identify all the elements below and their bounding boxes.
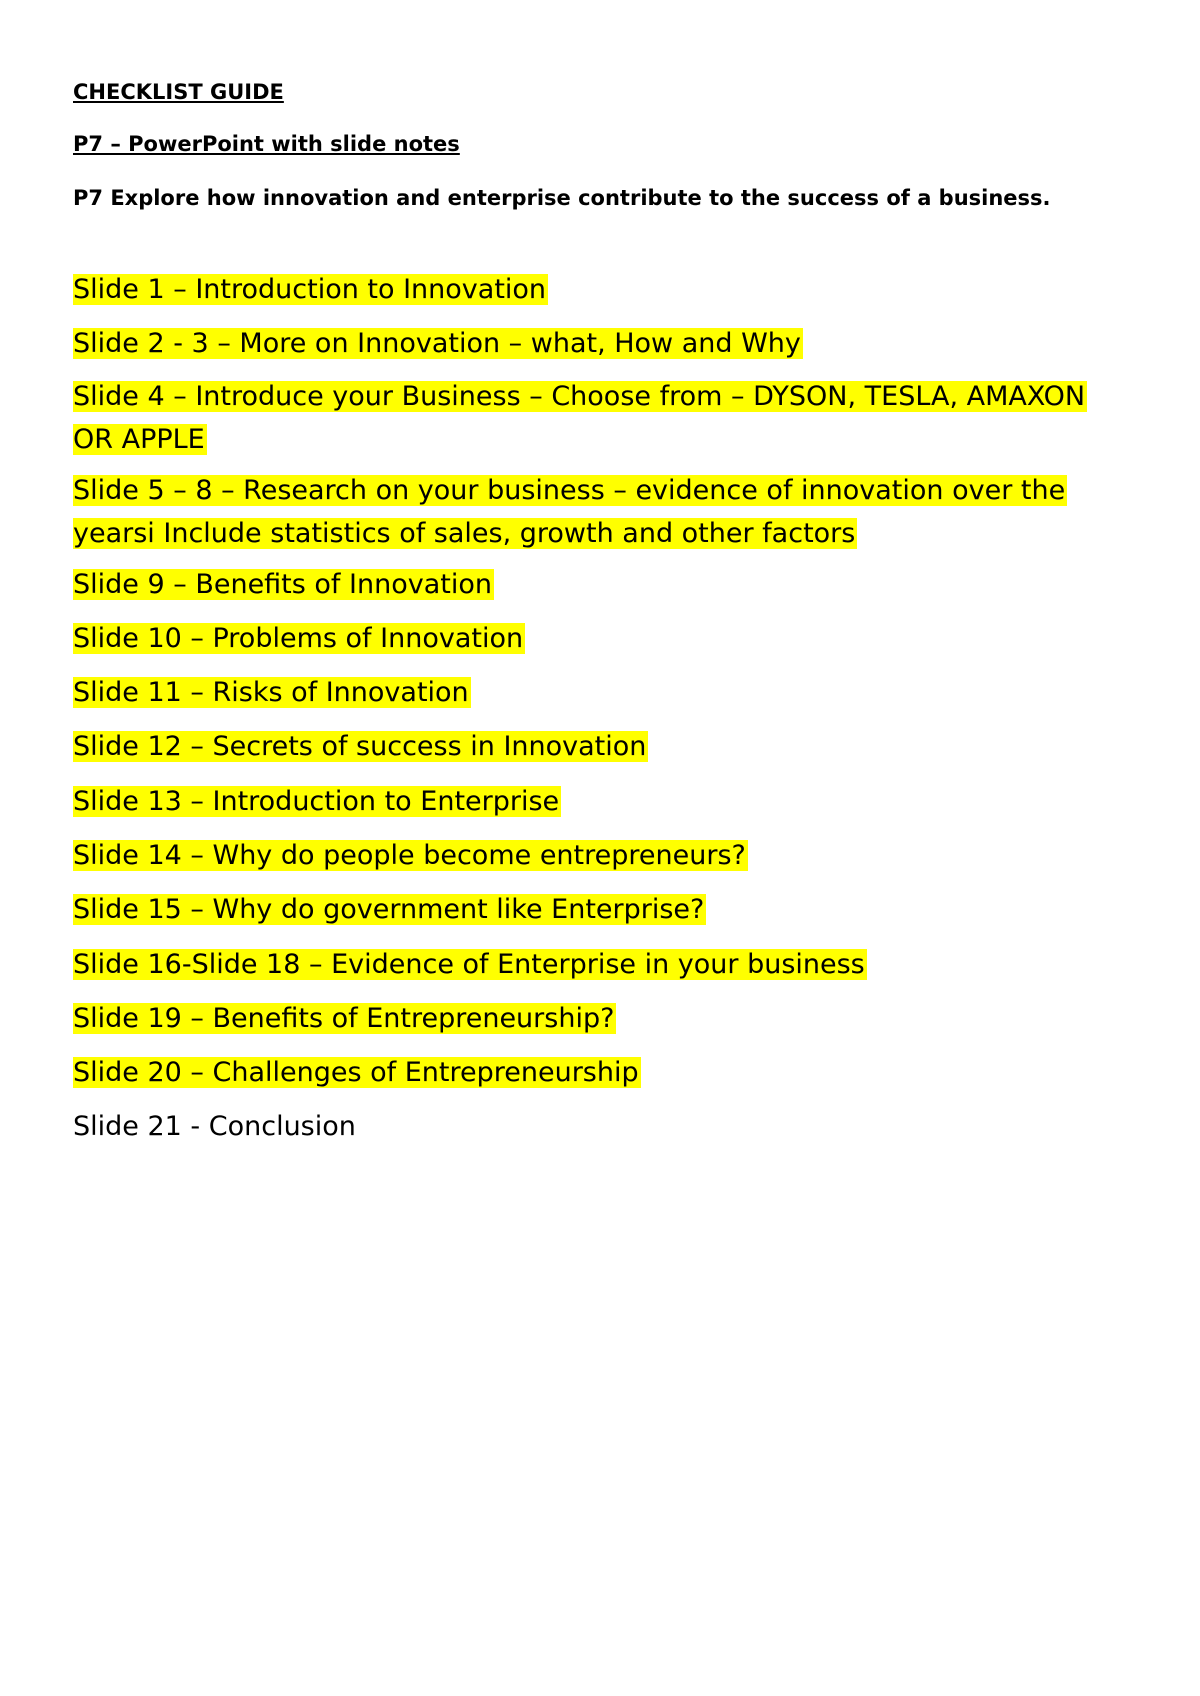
checklist-item-text: Slide 2 - 3 – More on Innovation – what, How and Why <box>73 328 801 359</box>
checklist-item <box>73 617 525 660</box>
learning-objective: P7 Explore how innovation and enterprise contribute to the success of a business. <box>73 186 1051 210</box>
checklist-item <box>73 780 561 823</box>
document-subtitle: P7 – PowerPoint with slide notes <box>73 132 460 156</box>
checklist-item <box>73 888 706 931</box>
checklist-item <box>73 997 616 1040</box>
checklist-item <box>73 469 1133 555</box>
checklist-item-text: Slide 16-Slide 18 – Evidence of Enterprise in your business <box>73 949 865 980</box>
checklist-item-text: Slide 21 - Conclusion <box>73 1111 356 1142</box>
checklist-item <box>73 943 867 986</box>
document-title: CHECKLIST GUIDE <box>73 80 284 104</box>
checklist-item-text: Slide 19 – Benefits of Entrepreneurship? <box>73 1003 615 1034</box>
checklist-item-text: Slide 14 – Why do people become entrepreneurs? <box>73 840 746 871</box>
checklist-item <box>73 834 748 877</box>
checklist-item-text: Slide 15 – Why do government like Enterprise? <box>73 894 705 925</box>
checklist-item <box>73 671 471 714</box>
checklist-item-text: Slide 5 – 8 – Research on your business – evidence of innovation over the yearsi Include statistics of sales, growth and other factors <box>73 475 1066 549</box>
checklist-item <box>73 268 548 311</box>
checklist-item <box>73 1051 641 1094</box>
checklist-item-text: Slide 12 – Secrets of success in Innovation <box>73 731 647 762</box>
checklist-item <box>73 375 1133 461</box>
checklist-item <box>73 725 648 768</box>
checklist-item-text: Slide 4 – Introduce your Business – Choose from – DYSON, TESLA, AMAXON OR APPLE <box>73 381 1086 455</box>
checklist-item-text: Slide 1 – Introduction to Innovation <box>73 274 547 305</box>
checklist-item-text: Slide 13 – Introduction to Enterprise <box>73 786 560 817</box>
checklist-item <box>73 563 494 606</box>
checklist-item-text: Slide 11 – Risks of Innovation <box>73 677 469 708</box>
checklist-item-text: Slide 10 – Problems of Innovation <box>73 623 524 654</box>
checklist-item <box>73 1105 356 1148</box>
checklist-item-text: Slide 20 – Challenges of Entrepreneurship <box>73 1057 639 1088</box>
checklist-item <box>73 322 803 365</box>
checklist-item-text: Slide 9 – Benefits of Innovation <box>73 569 492 600</box>
